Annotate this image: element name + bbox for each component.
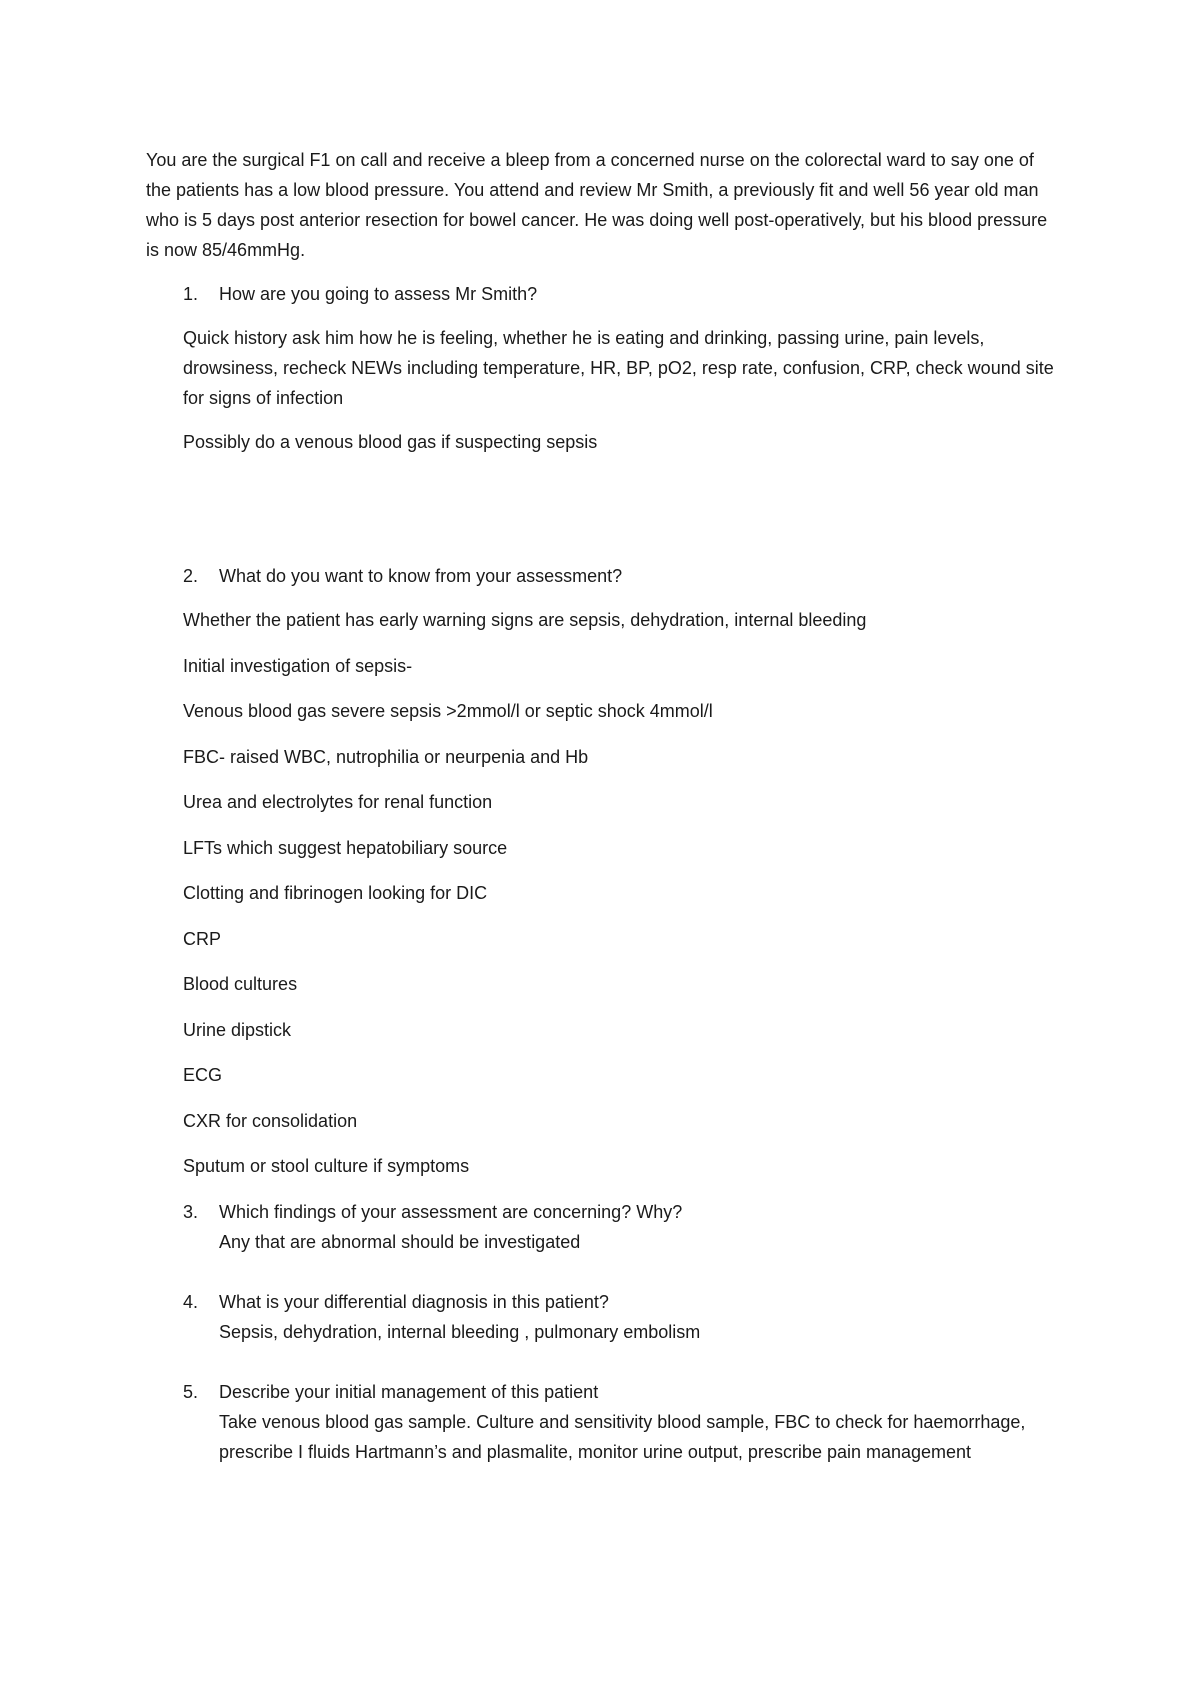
document-body: [146, 145, 1056, 1497]
intro-paragraph: You are the surgical F1 on call and receive a bleep from a concerned nurse on the colorectal ward to say one of the patients has a low blood pressure. You attend and review Mr Smith, a previously fit and well 56 year old man who is 5 days post anterior resection for bowel cancer. He was doing well post-operatively, but his blood pressure is now 85/46mmHg.: [146, 150, 1048, 260]
question-2-answer-line: Venous blood gas severe sepsis >2mmol/l or septic shock 4mmol/l: [183, 701, 713, 721]
question-2-answer-line: FBC- raised WBC, nutrophilia or neurpenia and Hb: [183, 746, 589, 767]
question-4-answer: Sepsis, dehydration, internal bleeding , pulmonary embolism: [219, 1321, 701, 1342]
question-2-answer-line: Initial investigation of sepsis-: [183, 655, 413, 676]
question-2-answer-line: Blood cultures: [183, 974, 298, 994]
question-2-answer-line: Urea and electrolytes for renal function: [183, 792, 493, 812]
question-2-answer-line: Clotting and fibrinogen looking for DIC: [183, 883, 488, 903]
blank-space: [146, 471, 1056, 561]
question-1-answer-1: Quick history ask him how he is feeling, whether he is eating and drinking, passing urine, pain levels, drowsiness, recheck NEWs including temperature, HR, BP, pO2, resp rate, confusion, CRP, check wound site for signs of infection: [183, 328, 1054, 408]
question-1-answer-2: Possibly do a venous blood gas if suspecting sepsis: [183, 432, 598, 452]
question-4-text: What is your differential diagnosis in this patient?: [219, 1291, 609, 1312]
question-5-number: 5.: [183, 1381, 199, 1402]
question-1-number: 1.: [183, 284, 199, 304]
question-2-answer-line: CXR for consolidation: [183, 1110, 358, 1131]
question-5-answer: Take venous blood gas sample. Culture and sensitivity blood sample, FBC to check for haemorrhage, prescribe I fluids Hartmann’s and plasmalite, monitor urine output, prescribe pain management: [219, 1411, 1026, 1462]
question-3-answer: Any that are abnormal should be investigated: [219, 1231, 581, 1252]
question-4-body: [219, 1287, 1056, 1347]
question-2: [183, 561, 1056, 591]
question-2-answer-line: Sputum or stool culture if symptoms: [183, 1156, 470, 1176]
question-2-answer-line: Whether the patient has early warning signs are sepsis, dehydration, internal bleeding: [183, 610, 867, 630]
question-5: [183, 1377, 1056, 1467]
question-4: [183, 1287, 1056, 1347]
question-2-number: 2.: [183, 566, 199, 586]
question-3: [183, 1197, 1056, 1257]
question-5-text: Describe your initial management of this patient: [219, 1381, 599, 1402]
question-1: [183, 279, 1056, 309]
question-2-answer-line: CRP: [183, 928, 222, 949]
question-1-text: How are you going to assess Mr Smith?: [219, 284, 538, 304]
question-3-body: [219, 1197, 1056, 1257]
question-4-number: 4.: [183, 1291, 199, 1312]
question-2-text: What do you want to know from your assessment?: [219, 566, 623, 586]
question-5-body: [219, 1377, 1056, 1467]
question-3-text: Which findings of your assessment are concerning? Why?: [219, 1201, 683, 1222]
question-2-answer-line: LFTs which suggest hepatobiliary source: [183, 837, 508, 858]
question-3-number: 3.: [183, 1201, 199, 1222]
question-2-answer-line: ECG: [183, 1065, 223, 1085]
question-2-answer-line: Urine dipstick: [183, 1019, 292, 1040]
